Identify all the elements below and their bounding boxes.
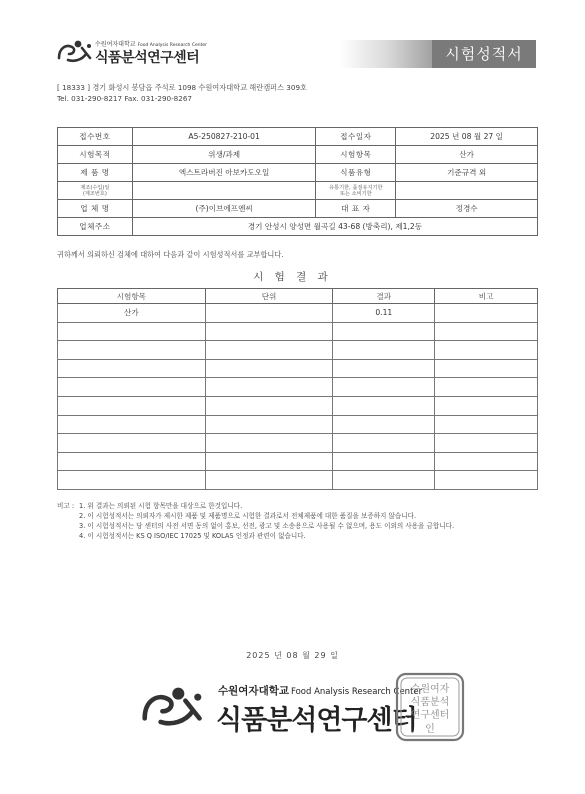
empty-cell xyxy=(333,396,435,415)
footer-org-name-large: 식품분석연구센터 xyxy=(216,705,417,736)
header-test-item: 시험항목 xyxy=(58,289,206,304)
mfg-date-label-line2: (제조번호) xyxy=(82,190,107,197)
empty-cell xyxy=(435,415,538,434)
table-row xyxy=(58,359,538,378)
mfg-date-label-line1: 제조(수입)일 xyxy=(80,184,110,191)
empty-cell xyxy=(435,322,538,341)
empty-cell xyxy=(435,471,538,490)
remark-text: 2. 이 시험성적서는 의뢰자가 제시한 제품 및 제품명으로 시험한 결과로서 전체제품에 대한 품질을 보증하지 않습니다. xyxy=(79,512,417,520)
official-seal-stamp xyxy=(395,672,465,742)
remarks-prefix: 비고 : xyxy=(57,502,75,510)
empty-cell xyxy=(435,434,538,453)
expiry-label-line2: 또는 소비기한 xyxy=(339,190,372,197)
receipt-no-label: 접수번호 xyxy=(58,128,133,146)
table-row xyxy=(58,304,538,323)
ceo-value: 정경수 xyxy=(396,200,538,218)
test-item-label: 시험항목 xyxy=(316,146,396,164)
empty-cell xyxy=(58,452,206,471)
product-value: 엑스트라버진 아보카도오일 xyxy=(132,164,316,182)
company-label: 업 체 명 xyxy=(58,200,133,218)
result-value-cell: 0.11 xyxy=(333,304,435,323)
org-name-small: 수원여자대학교 Food Analysis Research Center xyxy=(95,41,207,48)
empty-cell xyxy=(205,452,333,471)
empty-cell xyxy=(333,359,435,378)
svg-text:인: 인 xyxy=(425,724,435,735)
remark-indent xyxy=(57,521,79,531)
expiry-label xyxy=(316,182,396,200)
svg-text:식품분석: 식품분석 xyxy=(410,697,450,708)
org-name-large: 식품분석연구센터 xyxy=(95,50,200,66)
footer-org-name-small: 수원여자대학교 Food Analysis Research Center xyxy=(218,685,423,697)
company-address-value: 경기 안성시 양성면 월곡길 43-68 (방축리), 제1,2동 xyxy=(132,218,537,236)
svg-text:연구센터: 연구센터 xyxy=(410,710,450,721)
empty-cell xyxy=(333,452,435,471)
header-unit: 단위 xyxy=(205,289,333,304)
info-row xyxy=(58,182,538,200)
receipt-date-label: 접수일자 xyxy=(316,128,396,146)
empty-cell xyxy=(205,396,333,415)
center-contact: Tel. 031-290-8217 Fax. 031-290-8267 xyxy=(57,94,192,103)
center-address-block xyxy=(57,82,307,104)
empty-cell xyxy=(58,341,206,360)
info-row xyxy=(58,164,538,182)
mfg-date-value xyxy=(132,182,316,200)
empty-cell xyxy=(205,434,333,453)
table-row xyxy=(58,452,538,471)
empty-cell xyxy=(58,434,206,453)
empty-cell xyxy=(435,341,538,360)
header-result: 결과 xyxy=(333,289,435,304)
empty-cell xyxy=(333,415,435,434)
empty-cell xyxy=(205,378,333,397)
empty-cell xyxy=(205,359,333,378)
mfg-date-label xyxy=(58,182,133,200)
empty-cell xyxy=(435,359,538,378)
receipt-no-value: A5-250827-210-01 xyxy=(132,128,316,146)
table-row xyxy=(58,378,538,397)
food-type-label: 식품유형 xyxy=(316,164,396,182)
center-logo-icon xyxy=(133,683,213,729)
results-header-row xyxy=(58,289,538,304)
table-row xyxy=(58,471,538,490)
remark-text: 3. 이 시험성적서는 당 센터의 사전 서면 동의 없이 홍보, 선전, 광고 및 소송용으로 사용될 수 없으며, 용도 이외의 사용을 금합니다. xyxy=(79,522,455,530)
ceo-label: 대 표 자 xyxy=(316,200,396,218)
document-title: 시험성적서 xyxy=(432,40,536,68)
header-remarks: 비고 xyxy=(435,289,538,304)
empty-cell xyxy=(333,341,435,360)
empty-cell xyxy=(58,396,206,415)
empty-cell xyxy=(435,378,538,397)
table-row xyxy=(58,322,538,341)
empty-cell xyxy=(205,322,333,341)
food-type-value: 기준규격 외 xyxy=(396,164,538,182)
table-row xyxy=(58,415,538,434)
table-row xyxy=(58,434,538,453)
remark-text: 4. 이 시험성적서는 KS Q ISO/IEC 17025 및 KOLAS 인정과 관련이 없습니다. xyxy=(79,532,306,540)
remark-indent xyxy=(57,531,79,541)
empty-cell xyxy=(58,378,206,397)
info-row xyxy=(58,218,538,236)
remark-line xyxy=(57,501,542,511)
svg-text:수원여자: 수원여자 xyxy=(410,684,450,695)
test-item-value: 산가 xyxy=(396,146,538,164)
center-logo-icon xyxy=(56,38,94,64)
empty-cell xyxy=(435,452,538,471)
issue-statement: 귀하께서 의뢰하신 검체에 대하여 다음과 같이 시험성적서를 교부합니다. xyxy=(57,250,284,259)
result-item-cell: 산가 xyxy=(58,304,206,323)
empty-cell xyxy=(333,378,435,397)
table-row xyxy=(58,396,538,415)
empty-cell xyxy=(58,322,206,341)
empty-cell xyxy=(58,471,206,490)
result-unit-cell xyxy=(205,304,333,323)
center-address: [ 18333 ] 경기 화성시 봉담읍 주석로 1098 수원여자대학교 해란캠퍼스 309호 xyxy=(57,83,307,92)
remark-line xyxy=(57,511,542,521)
remark-text: 1. 위 결과는 의뢰된 시험 항목만을 대상으로 한것입니다. xyxy=(79,502,243,510)
info-row xyxy=(58,146,538,164)
info-row xyxy=(58,128,538,146)
results-table xyxy=(57,288,538,490)
remark-line xyxy=(57,521,542,531)
issue-date: 2025 년 08 월 29 일 xyxy=(246,651,339,660)
result-remarks-cell xyxy=(435,304,538,323)
empty-cell xyxy=(435,396,538,415)
remark-indent xyxy=(57,511,79,521)
remarks-section xyxy=(57,501,542,541)
empty-cell xyxy=(205,415,333,434)
empty-cell xyxy=(333,471,435,490)
remark-line xyxy=(57,531,542,541)
empty-cell xyxy=(58,415,206,434)
expiry-value xyxy=(396,182,538,200)
receipt-date-value: 2025 년 08 월 27 일 xyxy=(396,128,538,146)
table-row xyxy=(58,341,538,360)
sample-info-table xyxy=(57,127,538,236)
empty-cell xyxy=(333,434,435,453)
product-label: 제 품 명 xyxy=(58,164,133,182)
empty-cell xyxy=(205,471,333,490)
empty-cell xyxy=(58,359,206,378)
expiry-label-line1: 유통기한, 품질유지기한 xyxy=(329,184,383,191)
empty-cell xyxy=(205,341,333,360)
company-address-label: 업체주소 xyxy=(58,218,133,236)
purpose-value: 위생/과제 xyxy=(132,146,316,164)
results-title: 시 험 결 과 xyxy=(253,271,332,283)
company-value: (주)이브에프엔씨 xyxy=(132,200,316,218)
info-row xyxy=(58,200,538,218)
purpose-label: 시험목적 xyxy=(58,146,133,164)
empty-cell xyxy=(333,322,435,341)
